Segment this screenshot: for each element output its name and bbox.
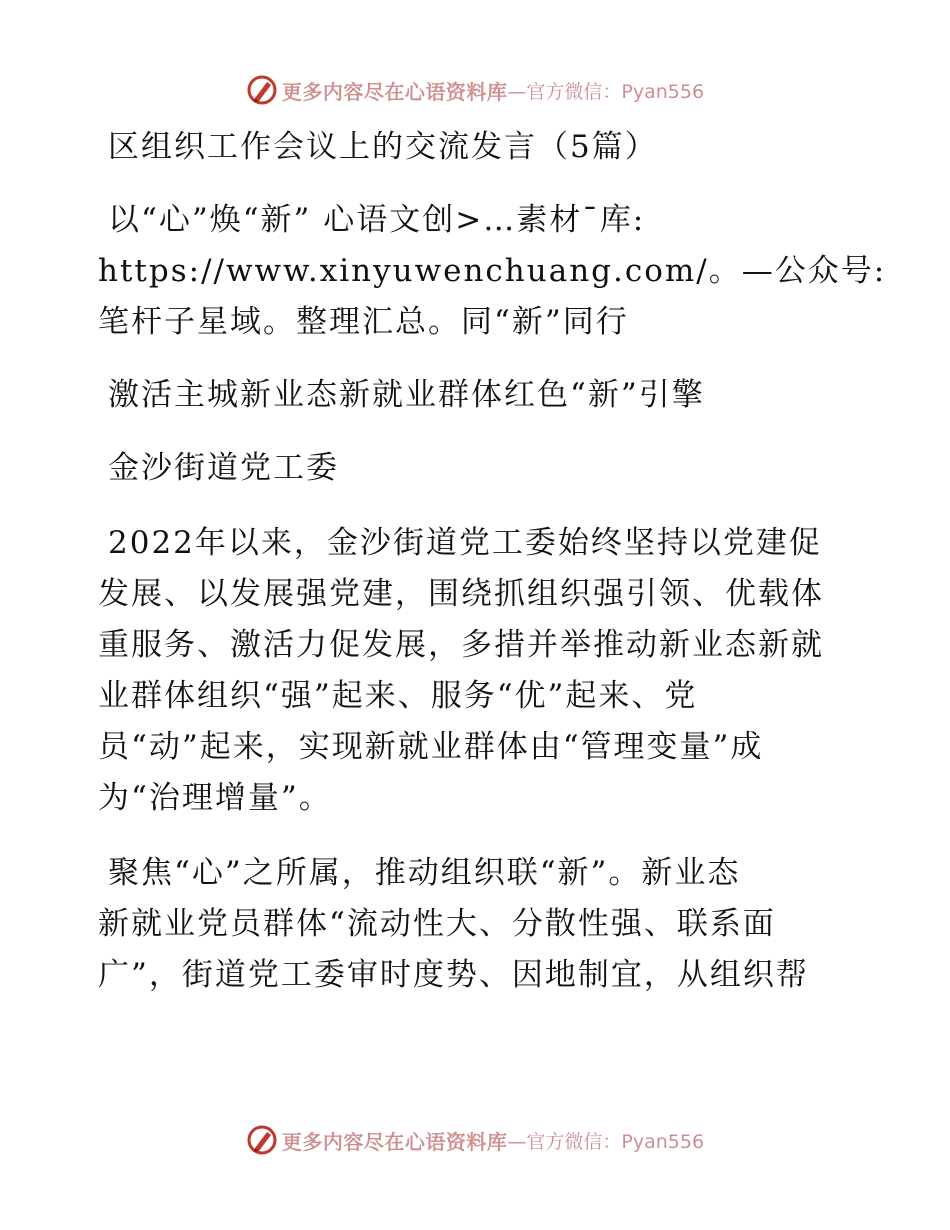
banner-wechat-id: —官方微信：Pyan556 [507, 1130, 705, 1153]
pen-logo-icon [246, 1124, 278, 1156]
intro-line: 笔杆子星域。整理汇总。同“新”同行 [98, 304, 629, 340]
intro-line: 以“心”焕“新” 心语文创>…素材¯库: [108, 202, 646, 238]
document-subtitle: 激活主城新业态新就业群体红色“新”引擎 [108, 377, 705, 413]
pen-logo-icon [246, 74, 278, 106]
paragraph-line: 员“动”起来，实现新就业群体由“管理变量”成 [98, 729, 764, 765]
footer-banner [0, 1120, 950, 1160]
paragraph-line: 业群体组织“强”起来、服务“优”起来、党 [98, 678, 698, 714]
intro-block [98, 195, 887, 348]
document-title: 区组织工作会议上的交流发言（5篇） [108, 129, 658, 165]
paragraph-line: 聚焦“心”之所属，推动组织联“新”。新业态 [108, 855, 741, 891]
paragraph-line: 发展、以发展强党建，围绕抓组织强引领、优载体 [98, 576, 824, 612]
banner-site-name: 更多内容尽在心语资料库 [281, 1129, 508, 1154]
banner-site-name: 更多内容尽在心语资料库 [281, 79, 508, 104]
banner-wechat-id: —官方微信：Pyan556 [507, 80, 705, 103]
paragraph-1 [98, 518, 858, 824]
intro-line: https://www.xinyuwenchuang.com/。—公众号: [98, 253, 887, 289]
paragraph-line: 广”，街道党工委审时度势、因地制宜，从组织帮 [98, 957, 809, 993]
header-banner [0, 70, 950, 110]
paragraph-line: 重服务、激活力促发展，多措并举推动新业态新就 [98, 627, 824, 663]
paragraph-line: 2022年以来，金沙街道党工委始终坚持以党建促 [108, 525, 822, 561]
document-body [98, 122, 887, 1001]
paragraph-line: 为“治理增量”。 [98, 780, 332, 816]
document-author: 金沙街道党工委 [108, 450, 339, 486]
paragraph-line: 新就业党员群体“流动性大、分散性强、联系面 [98, 906, 776, 942]
paragraph-2 [98, 848, 858, 1001]
